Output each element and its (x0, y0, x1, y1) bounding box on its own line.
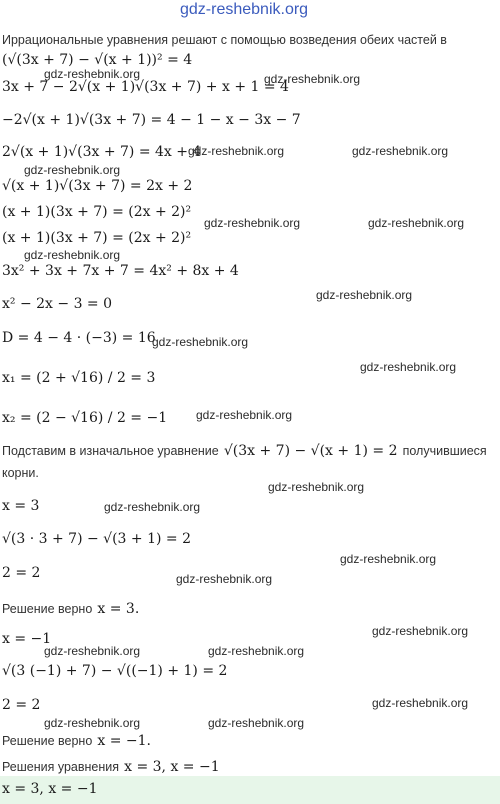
check1-x: x = 3 (2, 498, 40, 514)
watermark: gdz-reshebnik.org (352, 144, 449, 158)
intro-text: Иррациональные уравнения решают с помощью возведения обеих частей в (2, 33, 447, 47)
step-1: (√(3x + 7) − √(x + 1))² = 4 (2, 52, 193, 68)
step-5: √(x + 1)√(3x + 7) = 2x + 2 (2, 178, 193, 194)
watermark: gdz-reshebnik.org (372, 696, 469, 710)
step-8: 3x² + 3x + 7x + 7 = 4x² + 8x + 4 (2, 263, 239, 279)
solutions-line (2, 756, 220, 775)
watermark: gdz-reshebnik.org (152, 335, 249, 349)
watermark: gdz-reshebnik.org (104, 500, 201, 514)
check2-verdict-math: x = −1. (97, 733, 152, 749)
check2-result: 2 = 2 (2, 697, 41, 713)
substitute-text-3: корни. (2, 466, 39, 480)
step-4: 2√(x + 1)√(3x + 7) = 4x + 4 (2, 144, 202, 160)
answer-text: x = 3, x = −1 (2, 781, 98, 797)
check2-verdict-text: Решение верно (2, 734, 93, 748)
check2-verdict (2, 730, 151, 749)
watermark: gdz-reshebnik.org (44, 644, 141, 658)
watermark: gdz-reshebnik.org (316, 288, 413, 302)
watermark: gdz-reshebnik.org (44, 67, 141, 81)
watermark: gdz-reshebnik.org (24, 163, 121, 177)
substitute-equation: √(3x + 7) − √(x + 1) = 2 (223, 443, 398, 459)
check1-equation: √(3 · 3 + 7) − √(3 + 1) = 2 (2, 531, 192, 547)
step-7: (x + 1)(3x + 7) = (2x + 2)² (2, 230, 192, 246)
step-11: x₁ = (2 + √16) / 2 = 3 (2, 370, 156, 386)
watermark: gdz-reshebnik.org (208, 716, 305, 730)
check1-result: 2 = 2 (2, 565, 41, 581)
step-10: D = 4 − 4 · (−3) = 16 (2, 330, 156, 346)
watermark: gdz-reshebnik.org (268, 480, 365, 494)
step-2: 3x + 7 − 2√(x + 1)√(3x + 7) + x + 1 = 4 (2, 79, 289, 95)
step-3: −2√(x + 1)√(3x + 7) = 4 − 1 − x − 3x − 7 (2, 112, 301, 128)
check2-x: x = −1 (2, 631, 52, 647)
check2-equation: √(3 (−1) + 7) − √((−1) + 1) = 2 (2, 663, 228, 679)
step-9: x² − 2x − 3 = 0 (2, 296, 113, 312)
watermark: gdz-reshebnik.org (188, 144, 285, 158)
watermark: gdz-reshebnik.org (176, 572, 273, 586)
substitute-line (2, 440, 487, 459)
watermark: gdz-reshebnik.org (340, 552, 437, 566)
check1-verdict-math: x = 3. (97, 601, 140, 617)
substitute-text-1: Подставим в изначальное уравнение (2, 444, 219, 458)
watermark: gdz-reshebnik.org (24, 248, 121, 262)
check1-verdict-text: Решение верно (2, 602, 93, 616)
watermark: gdz-reshebnik.org (360, 360, 457, 374)
check1-verdict (2, 598, 139, 617)
substitute-text-2: получившиеся (402, 444, 487, 458)
solutions-text: Решения уравнения (2, 760, 120, 774)
step-12: x₂ = (2 − √16) / 2 = −1 (2, 410, 168, 426)
watermark: gdz-reshebnik.org (204, 216, 301, 230)
watermark: gdz-reshebnik.org (44, 716, 141, 730)
watermark: gdz-reshebnik.org (208, 644, 305, 658)
step-6: (x + 1)(3x + 7) = (2x + 2)² (2, 204, 192, 220)
watermark: gdz-reshebnik.org (196, 408, 293, 422)
watermark: gdz-reshebnik.org (264, 72, 361, 86)
watermark: gdz-reshebnik.org (368, 216, 465, 230)
solutions-math: x = 3, x = −1 (124, 759, 220, 775)
watermark: gdz-reshebnik.org (372, 624, 469, 638)
site-header-link[interactable]: gdz-reshebnik.org (180, 1, 309, 18)
